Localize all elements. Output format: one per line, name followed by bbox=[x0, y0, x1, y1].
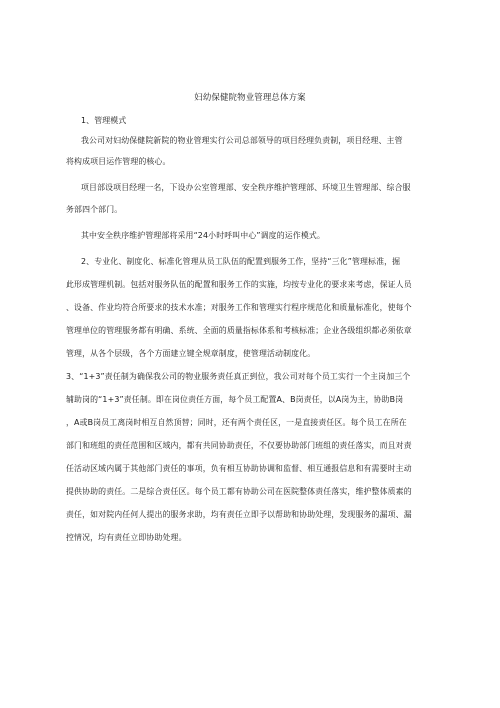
paragraph-line: 将构成项目运作管理的核心。 bbox=[66, 157, 171, 166]
section-heading-standardization: 2、专业化、制度化、标准化管理从员工队伍的配置到服务工作，坚持“三化”管理标准，掘 bbox=[81, 257, 401, 266]
paragraph-line: 任活动区域内属于其他部门责任的事项，负有相互协助协调和监督、相互通报信息和有需要时主动 bbox=[66, 464, 412, 473]
paragraph-line: 我公司对妇幼保健院新院的物业管理实行公司总部领导的项目经理负责制，项目经理、主管 bbox=[81, 136, 403, 145]
section-heading-responsibility: 3、“1+3”责任制为确保我公司的物业服务责任真正到位，我公司对每个员工实行一个主岗加三个 bbox=[66, 372, 411, 381]
paragraph-line: 项目部设项目经理一名，下设办公室管理部、安全秩序维护管理部、环境卫生管理部、综合服 bbox=[81, 183, 411, 192]
paragraph-line: 控情况，均有责任立即协助处理。 bbox=[66, 533, 187, 542]
paragraph-line: ，A或B岗员工离岗时相互自然顶替；同时，还有两个责任区，一是直接责任区。每个员工在所在 bbox=[66, 418, 407, 427]
paragraph-line: 部门和班组的责任范围和区域内，都有共同协助责任，不仅要协助部门班组的责任落实，而且对责 bbox=[66, 441, 412, 450]
paragraph-line: 、设备、作业均符合所要求的技术水准；对服务工作和管理实行程序规范化和质量标准化，使每个 bbox=[66, 303, 412, 312]
section-heading-management-mode: 1、管理模式 bbox=[81, 116, 127, 125]
paragraph-line: 责任，如对院内任何人提出的服务求助，均有责任立即予以帮助和协助处理，发现服务的漏项、漏 bbox=[66, 510, 412, 519]
document-title: 妇幼保健院物业管理总体方案 bbox=[194, 92, 306, 102]
paragraph-line: 管理单位的管理服务都有明确、系统、全面的质量指标体系和考核标准；企业各级组织都必须依章 bbox=[66, 326, 412, 335]
paragraph-line: 管理，从各个层级，各个方面建立键全规章制度，使管理活动制度化。 bbox=[66, 349, 316, 358]
paragraph-line: 提供协助的责任。二是综合责任区。每个员工都有协助公司在医院整体责任落实，维护整体质素的 bbox=[66, 487, 412, 496]
paragraph-line: 务部四个部门。 bbox=[66, 205, 123, 214]
paragraph-line: 其中安全秩序维护管理部将采用“24小时呼叫中心”调度的运作模式。 bbox=[81, 231, 325, 240]
paragraph-line: 此形成管理机制。包括对服务队伍的配置和服务工作的实施，均按专业化的要求来考虑，保证人员 bbox=[66, 280, 412, 289]
paragraph-line: 辅助岗的“1+3”责任制。即在岗位责任方面，每个员工配置A、B岗责任，以A岗为主，协助B岗 bbox=[66, 395, 404, 404]
